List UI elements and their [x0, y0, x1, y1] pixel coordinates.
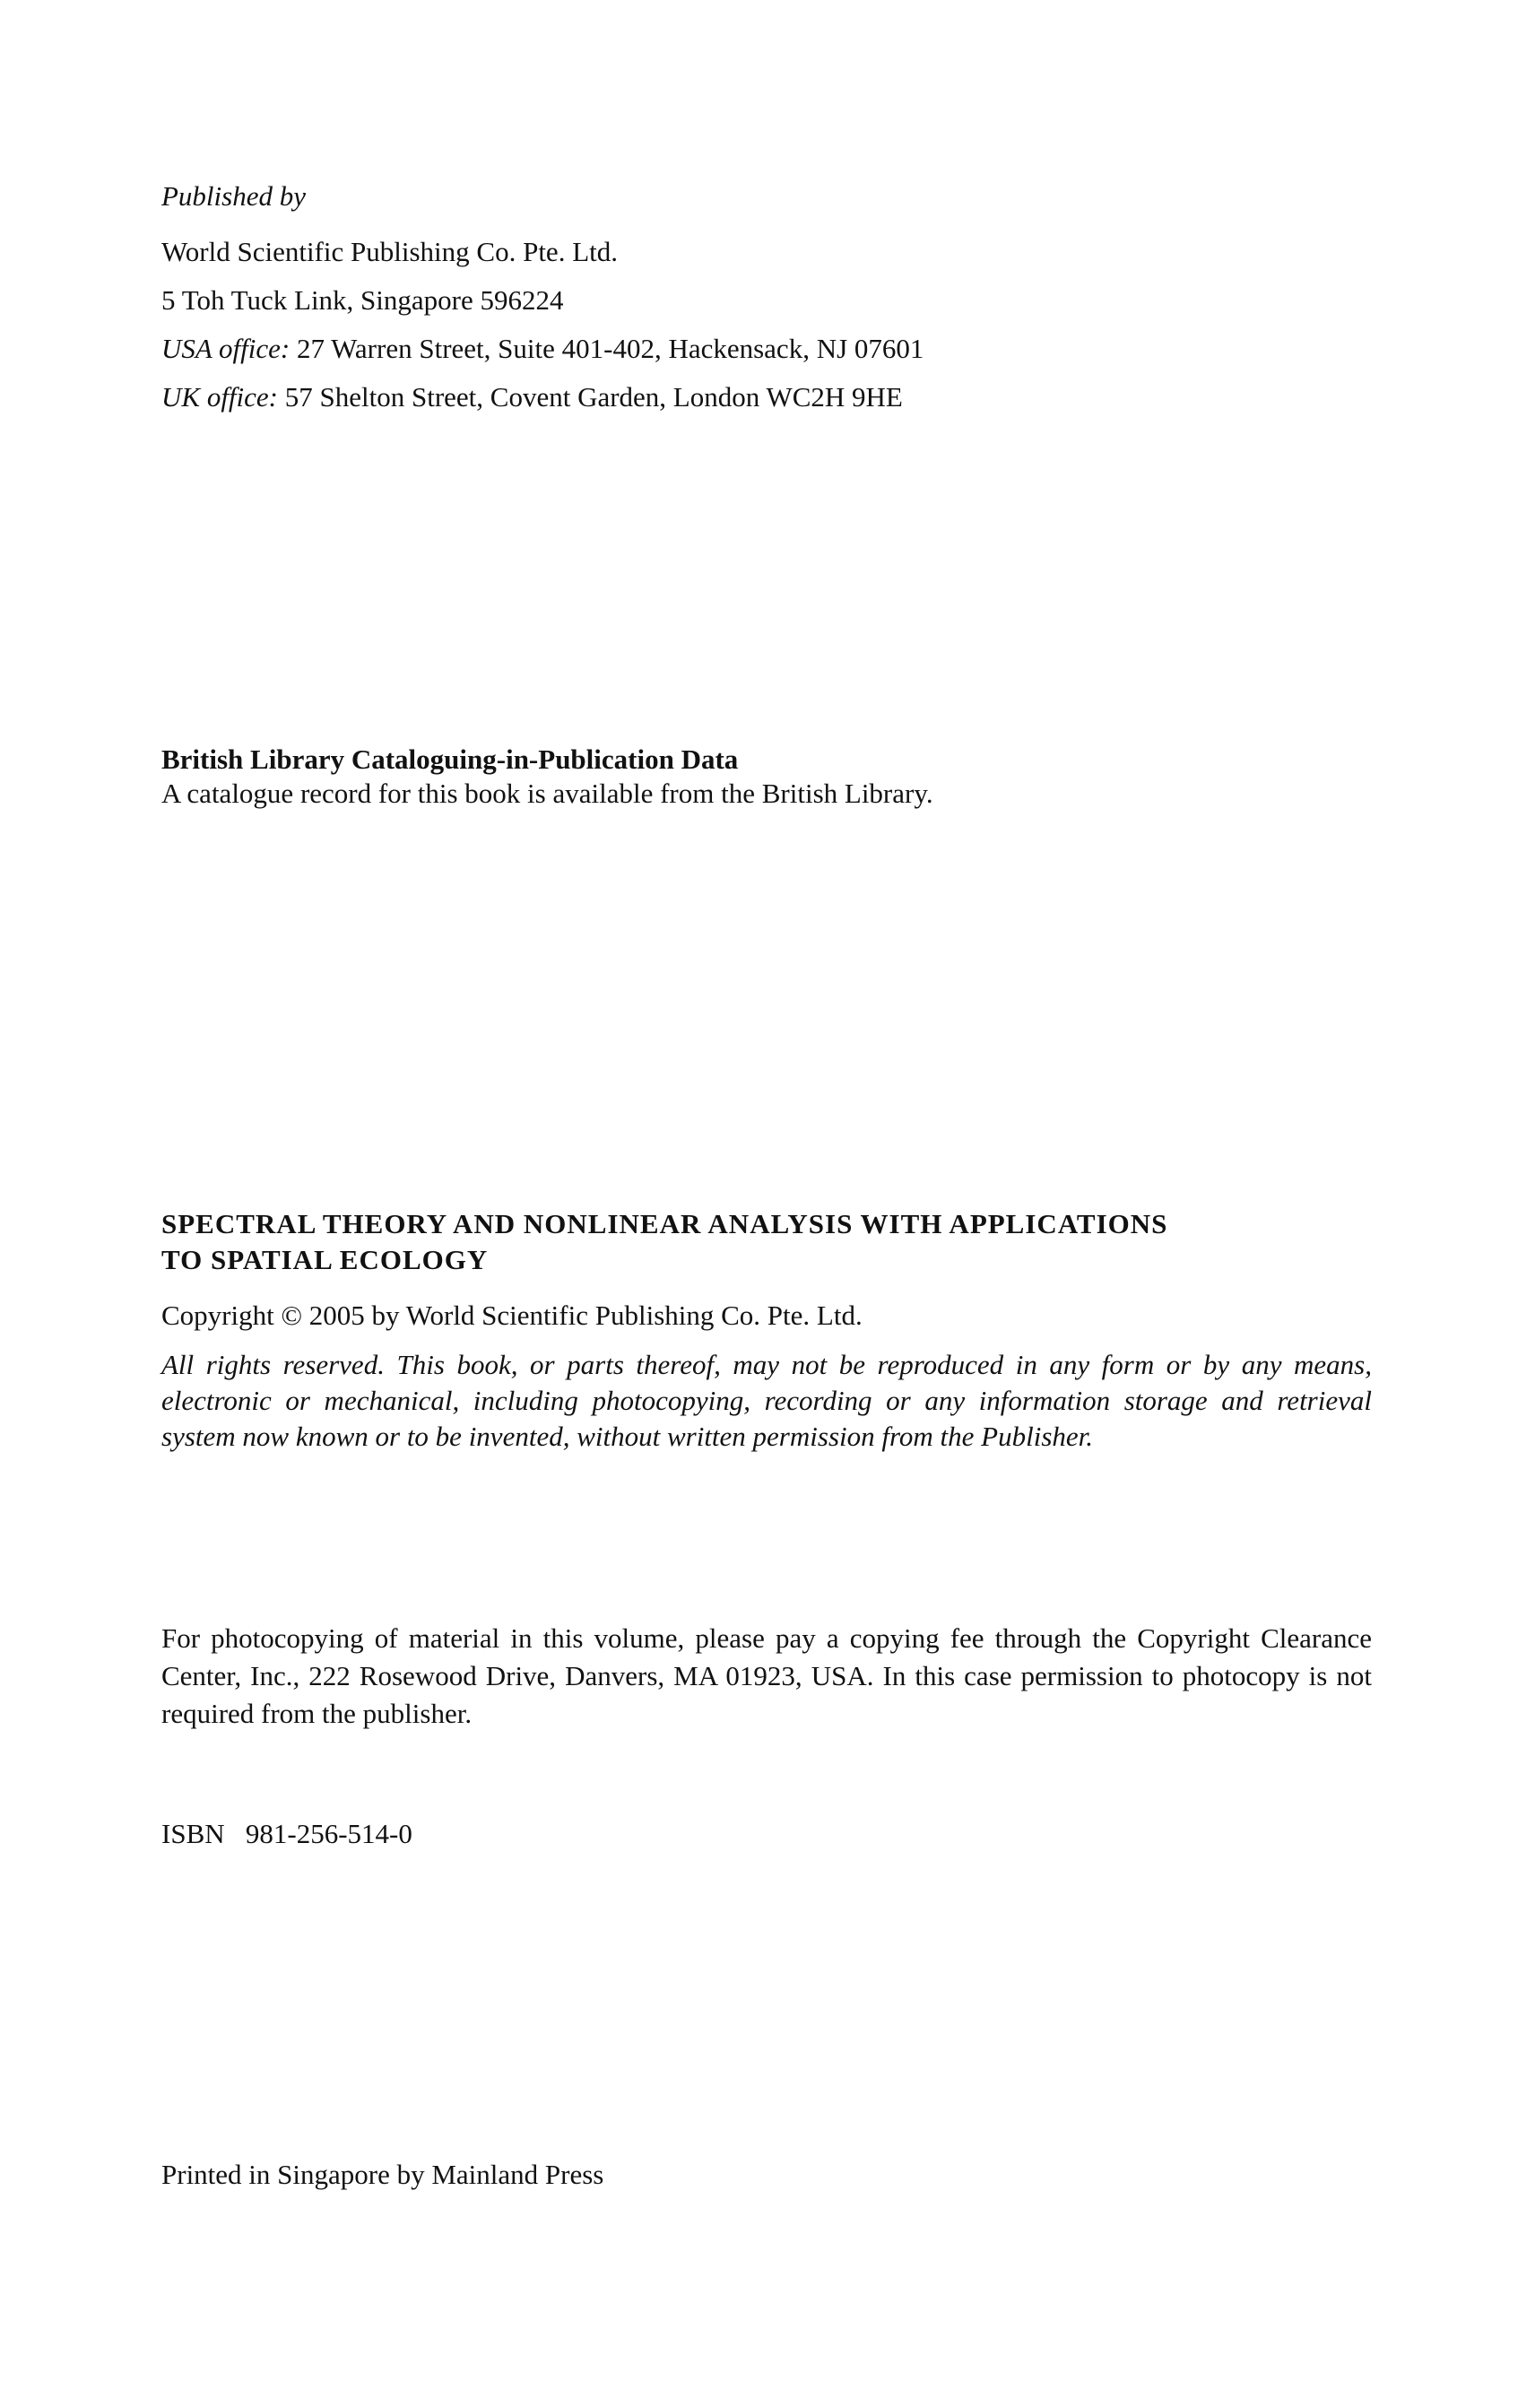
cip-heading: British Library Cataloguing-in-Publication Data: [161, 743, 739, 775]
book-title-line-1: SPECTRAL THEORY AND NONLINEAR ANALYSIS WITH APPLICATIONS: [161, 1208, 1168, 1239]
uk-office-label: UK office:: [161, 381, 278, 413]
photocopy-notice: For photocopying of material in this volume, please pay a copying fee through the Copyright Clearance Center, Inc., 222 Rosewood Drive, Danvers, MA 01923, USA. In this case permission to photocopy is not required from the publisher.: [161, 1622, 1372, 1729]
usa-office-label: USA office:: [161, 333, 291, 364]
publisher-address: 5 Toh Tuck Link, Singapore 596224: [161, 284, 564, 316]
rights-statement: All rights reserved. This book, or parts thereof, may not be reproduced in any form or by any means, electronic or mechanical, including photocopying, recording or any information storage and retrieval system now known or to be invented, without written permission from the Publisher.: [161, 1349, 1372, 1452]
published-by-label: Published by: [161, 180, 306, 212]
usa-office-line: [161, 332, 1381, 367]
uk-office-address: 57 Shelton Street, Covent Garden, London WC2H 9HE: [284, 381, 903, 413]
cip-text: A catalogue record for this book is available from the British Library.: [161, 778, 933, 809]
publisher-name: World Scientific Publishing Co. Pte. Ltd.: [161, 236, 618, 267]
book-title-line-2: TO SPATIAL ECOLOGY: [161, 1244, 489, 1275]
copyright-notice: Copyright © 2005 by World Scientific Publishing Co. Pte. Ltd.: [161, 1300, 863, 1331]
isbn: ISBN 981-256-514-0: [161, 1818, 412, 1849]
uk-office-line: [161, 380, 1381, 415]
usa-office-address: 27 Warren Street, Suite 401-402, Hackensack, NJ 07601: [296, 333, 924, 364]
printer-line: Printed in Singapore by Mainland Press: [161, 2159, 604, 2190]
